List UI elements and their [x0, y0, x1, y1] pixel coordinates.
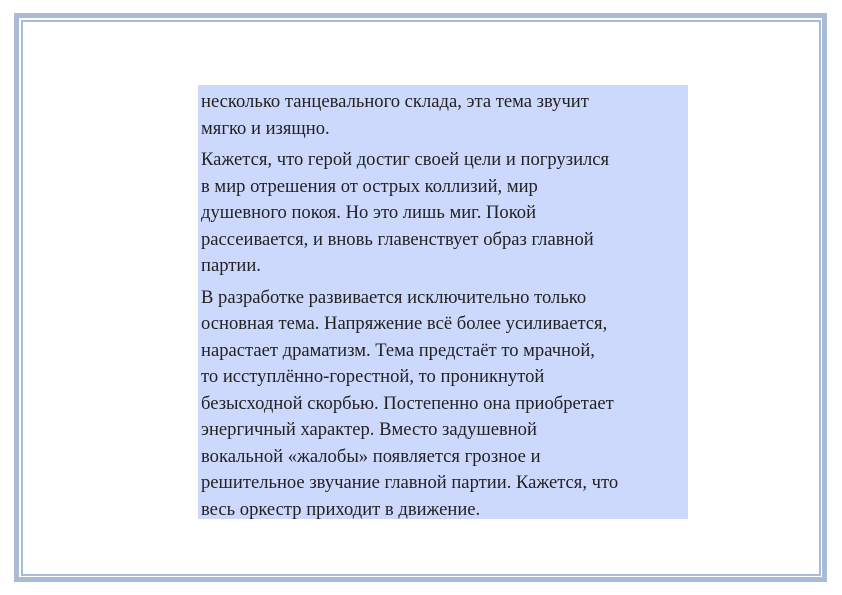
text-line: Кажется, что герой достиг своей цели и погрузился [201, 149, 610, 170]
text-line: рассеивается, и вновь главенствует образ главной [201, 228, 594, 250]
paragraph-1 [201, 89, 688, 142]
text-line: душевного покоя. Но это лишь миг. Покой [201, 202, 537, 223]
text-line: партии. [201, 255, 261, 276]
text-line: основная тема. Напряжение всё более усиливается, [201, 313, 608, 334]
text-line: вокальной «жалобы» появляется грозное и [201, 445, 541, 467]
text-block [198, 85, 688, 519]
text-line: решительное звучание главной партии. Кажется, что [201, 472, 619, 493]
paragraph-2 [201, 147, 688, 280]
text-line: мягко и изящно. [201, 117, 330, 139]
text-line: весь оркестр приходит в движение. [201, 498, 481, 520]
text-line: в мир отрешения от острых коллизий, мир [201, 175, 538, 197]
text-line: безысходной скорбью. Постепенно она приобретает [201, 392, 614, 414]
text-line: нарастает драматизм. Тема предстаёт то мрачной, [201, 339, 595, 361]
text-line: несколько танцевального склада, эта тема звучит [201, 91, 589, 112]
paragraph-3 [201, 285, 688, 524]
text-line: В разработке развивается исключительно только [201, 286, 587, 308]
text-line: то исступлённо-горестной, то проникнутой [201, 366, 545, 387]
text-line: энергичный характер. Вместо задушевной [201, 419, 537, 440]
